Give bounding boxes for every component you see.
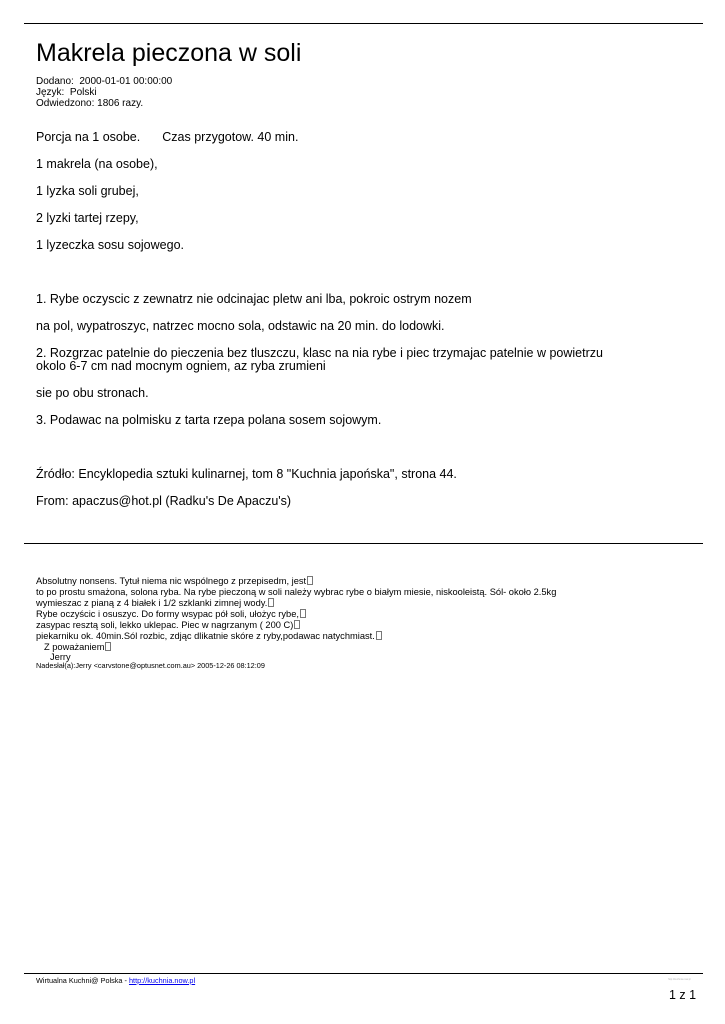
step-line: sie po obu stronach. [36, 386, 149, 400]
comment-text: to po prostu smażona, solona ryba. Na rybe pieczoną w soli należy wybrac rybe o białym miesie, niskooleistą. Sól- około 2.5kg [36, 587, 557, 597]
page-title: Makrela pieczona w soli [36, 39, 302, 67]
meta-language-value: Polski [69, 87, 97, 98]
box-glyph [376, 631, 382, 640]
box-glyph [268, 598, 274, 607]
box-glyph [294, 620, 300, 629]
top-rule [24, 23, 703, 24]
comment-author: Nadesłał(a):Jerry <carvstone@optusnet.com.au> 2005-12-26 08:12:09 [36, 661, 265, 670]
box-glyph [105, 642, 111, 651]
comment-line [44, 642, 111, 653]
recipe-from: From: apaczus@hot.pl (Radku's De Apaczu's) [36, 494, 292, 508]
comment-text: piekarniku ok. 40min.Sól rozbic, zdjąc dlikatnie skóre z ryby,podawac natychmiast. [36, 631, 375, 641]
step-line: 2. Rozgrzac patelnie do pieczenia bez tluszczu, klasc na nia rybe i piec trzymajac patelnie w powietrzu [36, 346, 603, 360]
comment-text: Z poważaniem [44, 642, 105, 652]
ingredient-item: 1 lyzka soli grubej, [36, 184, 139, 198]
meta-visits-label: Odwiedzono: [36, 98, 95, 109]
comment-text: Jerry [50, 652, 71, 662]
meta-added-label: Dodano: [36, 76, 74, 87]
recipe-source: Źródło: Encyklopedia sztuki kulinarnej, tom 8 "Kuchnia japońska", strona 44. [36, 467, 457, 481]
comment-text: wymieszac z pianą z 4 białek i 1/2 szklanki zimnej wody. [36, 598, 268, 608]
comment-line [36, 576, 313, 587]
footer-rule [24, 973, 703, 974]
meta-language [36, 87, 97, 98]
page-number: 1 z 1 [669, 988, 697, 1002]
step-line: okolo 6-7 cm nad mocnym ogniem, az ryba zrumieni [36, 359, 326, 373]
comment-line [36, 587, 556, 598]
ingredient-item: 1 makrela (na osobe), [36, 157, 158, 171]
footer-fineprint: http://kuchnia.now.pl [668, 978, 691, 981]
footer-link[interactable]: http://kuchnia.now.pl [128, 976, 196, 985]
meta-visits-value: 1806 razy. [97, 98, 144, 109]
ingredient-item: 1 lyzeczka sosu sojowego. [36, 238, 184, 252]
meta-added [36, 76, 172, 87]
box-glyph [300, 609, 306, 618]
step-line: 3. Podawac na polmisku z tarta rzepa polana sosem sojowym. [36, 413, 382, 427]
portion-text: Porcja na 1 osobe. [36, 130, 141, 144]
footer-site: Wirtualna Kuchni@ Polska - [36, 976, 129, 985]
section-rule [24, 543, 703, 544]
footer [36, 976, 195, 985]
comment-text: Absolutny nonsens. Tytuł niema nic wspólnego z przepisedm, jest [36, 576, 307, 586]
step-line: na pol, wypatroszyc, natrzec mocno sola, odstawic na 20 min. do lodowki. [36, 319, 445, 333]
recipe-portion-line [36, 130, 298, 144]
comment-line [36, 620, 300, 631]
ingredient-item: 2 lyzki tartej rzepy, [36, 211, 139, 225]
box-glyph [307, 576, 313, 585]
meta-language-label: Język: [36, 87, 65, 98]
comment-line [36, 631, 382, 642]
step-line: 1. Rybe oczyscic z zewnatrz nie odcinajac pletw ani lba, pokroic ostrym nozem [36, 292, 472, 306]
prep-time-text: Czas przygotow. 40 min. [162, 130, 299, 144]
comment-text: Rybe oczyścic i osuszyc. Do formy wsypac pół soli, ułożyc rybe, [36, 609, 299, 619]
comment-line [36, 598, 274, 609]
meta-added-value: 2000-01-01 00:00:00 [79, 76, 173, 87]
comment-line [36, 609, 306, 620]
meta-visits [36, 98, 143, 109]
comment-text: zasypac resztą soli, lekko uklepac. Piec w nagrzanym ( 200 C) [36, 620, 294, 630]
